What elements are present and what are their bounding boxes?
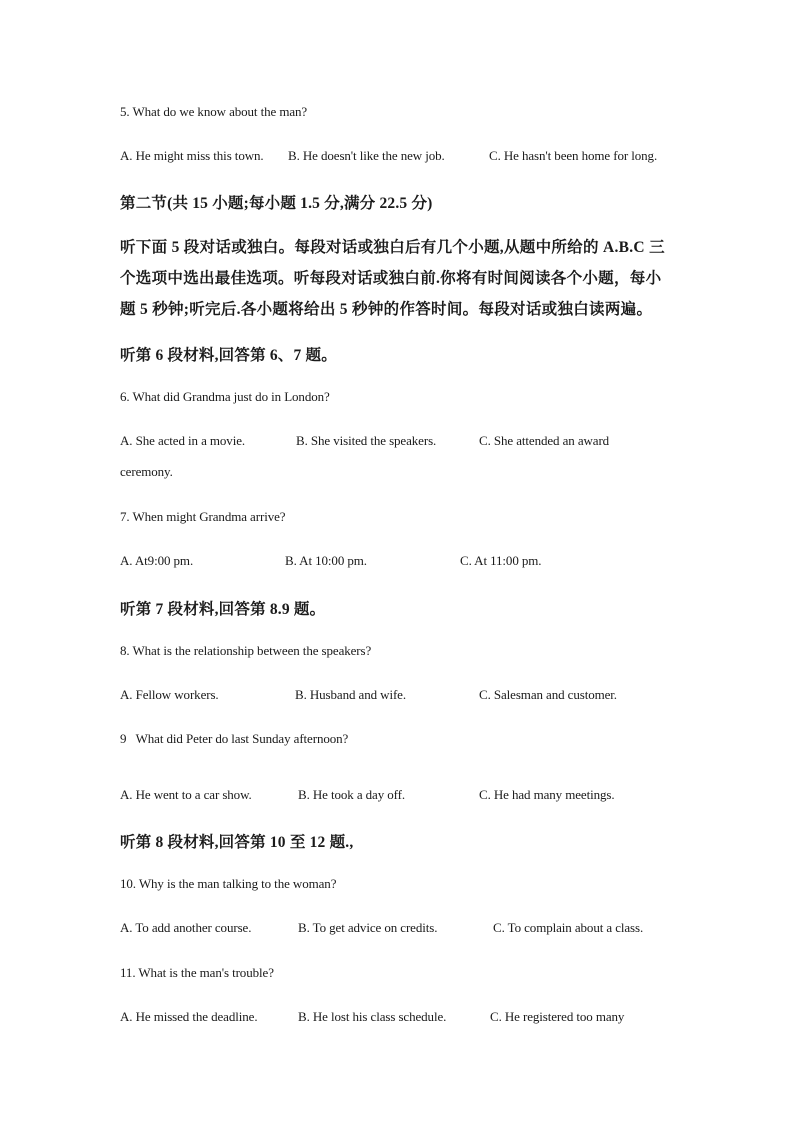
q8-option-a: A. Fellow workers. bbox=[120, 687, 219, 702]
question-9: 9 What did Peter do last Sunday afternoon? bbox=[120, 731, 349, 746]
q8-option-c: C. Salesman and customer. bbox=[479, 687, 617, 702]
question-10: 10. Why is the man talking to the woman? bbox=[120, 876, 337, 891]
section-heading: 第二节(共 15 小题;每小题 1.5 分,满分 22.5 分) bbox=[120, 195, 433, 212]
q7-option-c: C. At 11:00 pm. bbox=[460, 553, 542, 568]
question-6: 6. What did Grandma just do in London? bbox=[120, 389, 330, 404]
instruction-line-1: 听下面 5 段对话或独白。每段对话或独白后有几个小题,从题中所给的 A.B.C 三 bbox=[120, 239, 665, 256]
q10-option-b: B. To get advice on credits. bbox=[298, 920, 438, 935]
instruction-line-2: 个选项中选出最佳选项。听每段对话或独白前.你将有时间阅读各个小题，每小 bbox=[120, 270, 662, 287]
q10-option-a: A. To add another course. bbox=[120, 920, 252, 935]
q5-option-b: B. He doesn't like the new job. bbox=[288, 148, 445, 163]
q6-option-b: B. She visited the speakers. bbox=[296, 433, 437, 448]
q6-option-c: C. She attended an award bbox=[479, 433, 610, 448]
q11-option-a: A. He missed the deadline. bbox=[120, 1009, 258, 1024]
q7-option-b: B. At 10:00 pm. bbox=[285, 553, 367, 568]
q10-option-c: C. To complain about a class. bbox=[493, 920, 644, 935]
q9-option-a: A. He went to a car show. bbox=[120, 787, 252, 802]
q6-option-a: A. She acted in a movie. bbox=[120, 433, 246, 448]
material-6-heading: 听第 6 段材料,回答第 6、7 题。 bbox=[120, 347, 337, 364]
q9-option-b: B. He took a day off. bbox=[298, 787, 406, 802]
question-5: 5. What do we know about the man? bbox=[120, 104, 308, 119]
q11-option-c: C. He registered too many bbox=[490, 1009, 625, 1024]
q11-option-b: B. He lost his class schedule. bbox=[298, 1009, 447, 1024]
question-7: 7. When might Grandma arrive? bbox=[120, 509, 286, 524]
material-8-heading: 听第 8 段材料,回答第 10 至 12 题., bbox=[120, 834, 354, 851]
question-11: 11. What is the man's trouble? bbox=[120, 965, 274, 980]
q8-option-b: B. Husband and wife. bbox=[295, 687, 407, 702]
question-8: 8. What is the relationship between the speakers? bbox=[120, 643, 372, 658]
q7-option-a: A. At9:00 pm. bbox=[120, 553, 194, 568]
material-7-heading: 听第 7 段材料,回答第 8.9 题。 bbox=[120, 601, 326, 618]
q5-option-a: A. He might miss this town. bbox=[120, 148, 264, 163]
q5-option-c: C. He hasn't been home for long. bbox=[489, 148, 658, 163]
instruction-line-3: 题 5 秒钟;听完后.各小题将给出 5 秒钟的作答时间。每段对话或独白读两遍。 bbox=[120, 301, 653, 318]
q9-option-c: C. He had many meetings. bbox=[479, 787, 615, 802]
q6-option-c-continuation: ceremony. bbox=[120, 464, 173, 479]
